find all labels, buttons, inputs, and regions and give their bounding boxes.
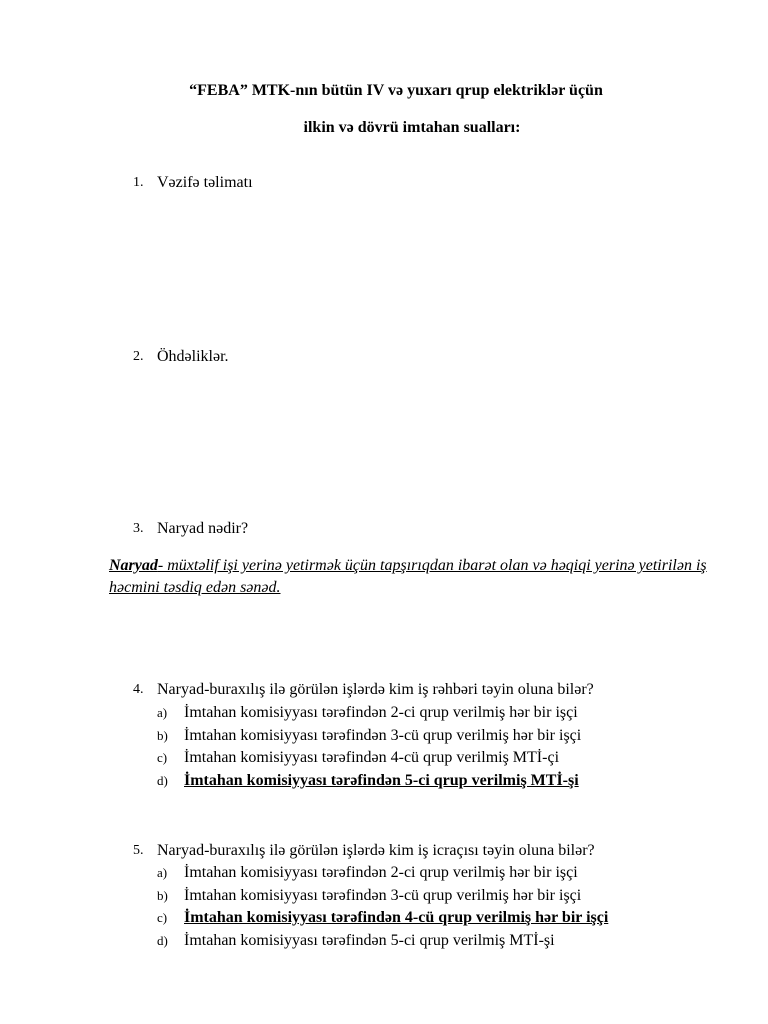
option-text: İmtahan komisiyyası tərəfindən 2-ci qrup verilmiş hər bir işçi — [184, 864, 578, 881]
question-text: Naryad-buraxılış ilə görülən işlərdə kim iş icraçısı təyin oluna bilər? — [157, 842, 595, 859]
question-number: 2. — [133, 349, 144, 364]
option-text: İmtahan komisiyyası tərəfindən 3-cü qrup verilmiş hər bir işçi — [184, 727, 582, 744]
question-number: 4. — [133, 682, 144, 697]
option-text: İmtahan komisiyyası tərəfindən 3-cü qrup verilmiş hər bir işçi — [184, 887, 582, 904]
question-text: Öhdəliklər. — [157, 348, 229, 365]
question-text: Naryad-buraxılış ilə görülən işlərdə kim iş rəhbəri təyin oluna bilər? — [157, 681, 594, 698]
question-number: 5. — [133, 843, 144, 858]
option-text: İmtahan komisiyyası tərəfindən 2-ci qrup verilmiş hər bir işçi — [184, 704, 578, 721]
question-number: 1. — [133, 175, 144, 190]
option-letter: a) — [157, 865, 168, 880]
document-title-line-2: ilkin və dövrü imtahan sualları: — [303, 119, 521, 136]
option-letter: d) — [157, 773, 168, 788]
answer-definition: - müxtəlif işi yerinə yetirmək üçün tapşırıqdan ibarət olan və həqiqi yerinə yetirilən iş həcmini təsdiq edən sənəd. — [109, 557, 707, 596]
document-title-line-1: “FEBA” MTK-nın bütün IV və yuxarı qrup elektriklər üçün — [189, 82, 603, 99]
option-text: İmtahan komisiyyası tərəfindən 4-cü qrup verilmiş MTİ-çi — [184, 749, 560, 766]
option-text: İmtahan komisiyyası tərəfindən 5-ci qrup verilmiş MTİ-şi — [184, 932, 555, 949]
question-number: 3. — [133, 521, 144, 536]
question-3-answer — [109, 555, 719, 599]
option-letter: b) — [157, 888, 168, 903]
option-text: İmtahan komisiyyası tərəfindən 4-cü qrup verilmiş hər bir işçi — [184, 909, 609, 926]
option-text: İmtahan komisiyyası tərəfindən 5-ci qrup verilmiş MTİ-şi — [184, 772, 579, 789]
option-letter: d) — [157, 933, 168, 948]
question-text: Vəzifə təlimatı — [157, 174, 253, 191]
option-letter: c) — [157, 750, 168, 765]
option-letter: c) — [157, 910, 168, 925]
option-letter: a) — [157, 705, 168, 720]
answer-term: Naryad — [109, 557, 158, 574]
question-text: Naryad nədir? — [157, 520, 249, 537]
option-letter: b) — [157, 728, 168, 743]
